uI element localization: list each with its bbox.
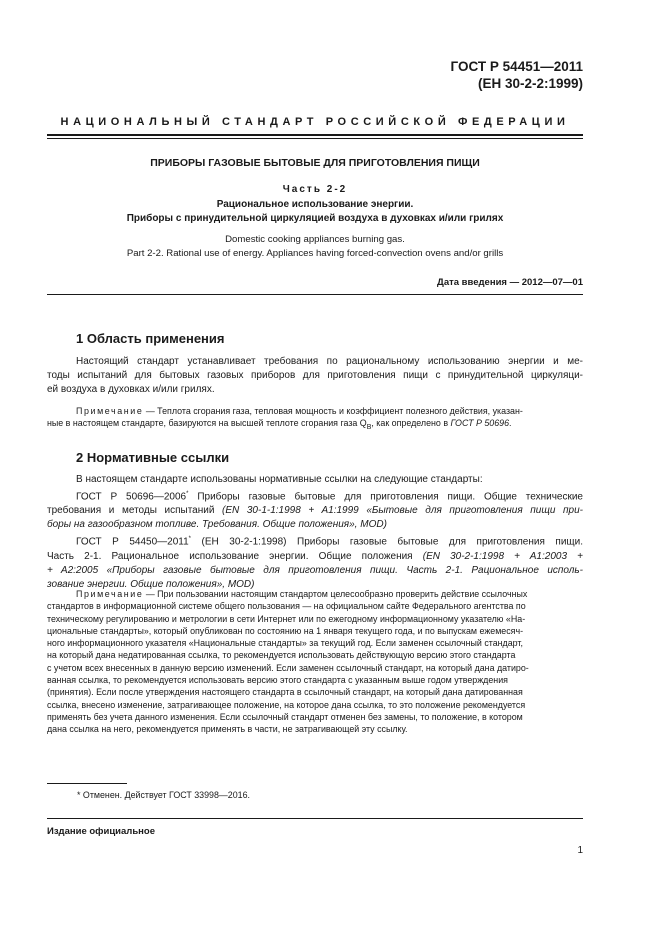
note-line: ванная ссылка, то рекомендуется использовать версию этого стандарта с указанным выше годом утверждения — [47, 675, 508, 686]
header-divider-thin — [47, 138, 583, 139]
document-equivalent: (ЕН 30-2-2:1999) — [477, 76, 583, 91]
national-standard-title: НАЦИОНАЛЬНЫЙ СТАНДАРТ РОССИЙСКОЙ ФЕДЕРАЦИИ — [60, 116, 570, 128]
paragraph-line: ей воздуха в духовках и/или грилях. — [47, 384, 215, 395]
note-line: (принятия). Если после утверждения настоящего стандарта в ссылочный стандарт, на который дана датированная — [47, 687, 523, 698]
note-line: с учетом всех внесенных в данную версию изменений. Если заменен ссылочный стандарт, на который дана датиро- — [47, 662, 529, 673]
section-1-heading: 1 Область применения — [76, 331, 225, 346]
note-line: стандартов в информационной системе общего пользования — на официальном сайте Федерального агентства по — [47, 601, 526, 612]
introduction-date: Дата введения — 2012—07—01 — [437, 277, 583, 288]
note-line: Примечание — Теплота сгорания газа, тепловая мощность и коэффициент полезного действия, указан- — [76, 406, 523, 416]
note-line: применять без учета данного изменения. Если ссылочный стандарт отменен без замены, то положение, в котором — [47, 711, 523, 722]
subscript: B — [366, 424, 372, 432]
note-line: циональные стандарты», который опубликован по состоянию на 1 января текущего года, и по выпускам ежемесяч- — [47, 625, 524, 636]
note-line: дана ссылка на него, рекомендуется применять в части, не затрагивающей эту ссылку. — [47, 724, 408, 735]
standard-title: ПРИБОРЫ ГАЗОВЫЕ БЫТОВЫЕ ДЛЯ ПРИГОТОВЛЕНИЯ ПИЩИ — [150, 157, 480, 169]
reference-1-line: ГОСТ Р 50696—2006* Приборы газовые бытовые для приготовления пищи. Общие технические — [76, 491, 583, 503]
subtitle-line-1: Рациональное использование энергии. — [216, 199, 414, 210]
footnote: * Отменен. Действует ГОСТ 33998—2016. — [77, 790, 251, 800]
reference-2-line: + A2:2005 «Приборы газовые бытовые для приготовления пищи. Часть 2-1. Рациональное исполь- — [47, 564, 583, 576]
reference-link: ГОСТ Р 50696 — [450, 418, 510, 429]
english-title-line-1: Domestic cooking appliances burning gas. — [225, 234, 405, 245]
note-line: на который дана недатированная ссылка, то рекомендуется использовать действующую версию этого стандарта — [47, 650, 516, 661]
references-intro: В настоящем стандарте использованы нормативные ссылки на следующие стандарты: — [76, 474, 483, 485]
document-number: ГОСТ Р 54451—2011 — [450, 59, 583, 74]
english-title-line-2: Part 2-2. Rational use of energy. Appliances having forced-convection ovens and/or grills — [126, 248, 504, 259]
reference-1-line: боры на газообразном топливе. Требования. Общие положения», MOD) — [47, 519, 387, 531]
official-edition-label: Издание официальное — [47, 826, 155, 837]
reference-1-line: требования и методы испытаний (EN 30-1-1:1998 + A1:1999 «Бытовые для приготовления пищи при- — [47, 505, 583, 517]
title-divider — [47, 294, 583, 295]
header-divider-thick — [47, 134, 583, 136]
note-line: ные в настоящем стандарте, базируются на высшей теплоте сгорания газа $Q_B$, как определено в ГОСТ Р 50696. — [47, 418, 512, 432]
note-label: Примечание — [76, 589, 144, 599]
document-number-block — [451, 58, 583, 92]
standard-title-block — [47, 156, 583, 261]
section-2-note — [47, 588, 583, 736]
subtitle-line-2: Приборы с принудительной циркуляцией воздуха в духовках и/или грилях — [126, 213, 504, 224]
note-line: Примечание — При пользовании настоящим стандартом целесообразно проверить действие ссылочных — [76, 589, 528, 599]
section-1-paragraph — [47, 355, 583, 397]
section-2-heading: 2 Нормативные ссылки — [76, 450, 230, 465]
paragraph-line: Настоящий стандарт устанавливает требования по рациональному использованию энергии и ме- — [76, 356, 583, 367]
footnote-divider — [47, 783, 127, 784]
page-number: 1 — [577, 845, 583, 856]
note-label: Примечание — [76, 406, 144, 416]
reference-2-line: Часть 2-1. Рациональное использование энергии. Общие положения (EN 30-2-1:1998 + A1:2003 + — [47, 550, 583, 562]
footer-divider — [47, 818, 583, 819]
note-line: ного информационного указателя «Национальные стандарты» за текущий год. Если заменен ссылочный стандарт, — [47, 638, 523, 649]
reference-2-line: зование энергии. Общие положения», MOD) — [47, 578, 255, 590]
section-2-references — [47, 473, 583, 592]
part-label: Часть 2-2 — [282, 184, 348, 195]
section-1-note — [47, 405, 583, 434]
reference-2-line: ГОСТ Р 54450—2011* (ЕН 30-2-1:1998) Приборы газовые бытовые для приготовления пищи. — [76, 536, 584, 548]
note-line: ссылка, внесено изменение, затрагивающее положение, на которое дана ссылка, то это положение рекомендуется — [47, 699, 526, 710]
note-line: техническому регулированию и метрологии в сети Интернет или по ежегодному информационному указателю «На- — [47, 613, 526, 624]
paragraph-line: тоды испытаний для бытовых газовых приборов для приготовления пищи с принудительной циркуляци- — [47, 370, 583, 381]
